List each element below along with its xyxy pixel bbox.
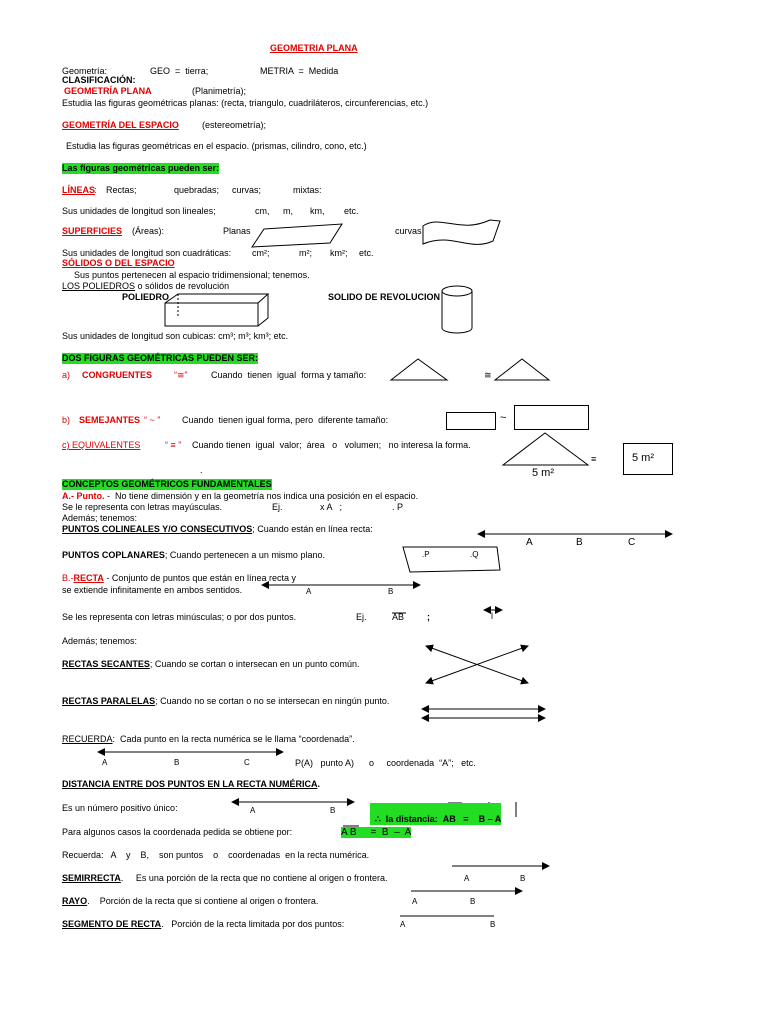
rayo-point: A xyxy=(412,897,418,906)
semejante-small-rect xyxy=(446,412,496,430)
casos-text: Para algunos casos la coordenada pedida se obtiene por: xyxy=(62,827,293,837)
recta-point: B xyxy=(388,587,394,596)
semirrecta-line-text: SEMIRRECTA. Es una porción de la recta que no contiene al origen o frontera. xyxy=(62,873,388,883)
congruent-triangle-1 xyxy=(391,359,447,380)
plana-paren: (Planimetría); xyxy=(192,86,247,96)
recuerda-point: C xyxy=(244,758,250,767)
plane-shape xyxy=(252,224,342,247)
semejantes-name: SEMEJANTES xyxy=(79,415,141,425)
punto-ademas: Además; tenemos: xyxy=(62,513,138,523)
semejantes-desc: Cuando tienen igual forma, pero diferente tamaño: xyxy=(182,415,389,425)
lineas-unit: cm, xyxy=(255,206,270,216)
semirrecta-point: B xyxy=(520,874,526,883)
congruent-triangle-2 xyxy=(495,359,549,380)
recuerda-point: A xyxy=(102,758,108,767)
poliedros-line: LOS POLIEDROS o sólidos de revolución xyxy=(62,281,230,291)
superficies-unit: m²; xyxy=(299,248,312,258)
colineal-point: C xyxy=(628,537,636,548)
recta-point: A xyxy=(306,587,312,596)
congruentes-desc: Cuando tienen igual forma y tamaño: xyxy=(211,370,367,380)
distancia-formula: ∴ la distancia: AB = B – A xyxy=(370,803,501,825)
clasificacion-heading: CLASIFICACIÓN: xyxy=(62,75,136,85)
lineas-unit: m, xyxy=(283,206,293,216)
geometria-label: Geometría: xyxy=(62,66,108,76)
superficies-unit: etc. xyxy=(359,248,374,258)
equivalentes-tri-label: 5 m² xyxy=(532,467,554,479)
plane-point: .P xyxy=(422,550,430,559)
segmento-point: B xyxy=(490,920,496,929)
plana-desc: Estudia las figuras geométricas planas: (recta, triangulo, cuadriláteros, circunferencias, etc.) xyxy=(62,98,429,108)
superficies-units-text: Sus unidades de longitud son cuadráticas: xyxy=(62,248,232,258)
equivalentes-box-label: 5 m² xyxy=(632,452,654,464)
superficies-heading: SUPERFICIES xyxy=(62,226,123,236)
recta-desc2: se extiende infinitamente en ambos sentidos. xyxy=(62,585,243,595)
recta-ej: Ej. xyxy=(356,612,367,622)
lineas-item: quebradas; xyxy=(174,185,220,195)
semejantes-between: ~ xyxy=(500,412,507,424)
equivalentes-between: ≡ xyxy=(591,454,597,464)
recta-repr: Se les representa con letras minúsculas; o por dos puntos. xyxy=(62,612,297,622)
espacio-paren: (estereometría); xyxy=(202,120,267,130)
recta-ab: AB xyxy=(392,612,405,622)
lineas-heading: LÍNEAS xyxy=(62,185,96,195)
espacio-heading: GEOMETRÍA DEL ESPACIO xyxy=(62,120,179,130)
superficies-curvas: curvas xyxy=(395,226,422,236)
superficies-areas: (Áreas): xyxy=(132,226,165,236)
distancia-desc: Es un número positivo único: xyxy=(62,803,178,813)
coplanares-line: PUNTOS COPLANARES; Cuando pertenecen a un mismo plano. xyxy=(62,550,325,560)
curved-surface xyxy=(423,220,500,244)
conceptos-heading: CONCEPTOS GEOMÉTRICOS FUNDAMENTALES xyxy=(62,479,272,489)
equivalentes-name: c) EQUIVALENTES xyxy=(62,440,141,450)
distancia-heading: DISTANCIA ENTRE DOS PUNTOS EN LA RECTA NUMÉRICA. xyxy=(62,779,321,789)
plana-heading: GEOMETRÍA PLANA xyxy=(64,86,152,96)
solidos-units-text: Sus unidades de longitud son cubicas: cm³; m³; km³; etc. xyxy=(62,331,289,341)
congruentes-between: ≅ xyxy=(484,370,492,380)
dos-figuras-heading: DOS FIGURAS GEOMÉTRICAS PUEDEN SER: xyxy=(62,353,259,363)
colineales-line: PUNTOS COLINEALES Y/O CONSECUTIVOS; Cuando están en línea recta: xyxy=(62,524,373,534)
punto-xa: x A ; xyxy=(320,502,343,512)
plane-point: .Q xyxy=(470,550,479,559)
figuras-heading: Las figuras geométricas pueden ser: xyxy=(62,163,220,173)
punto-repr: Se le representa con letras mayúsculas. xyxy=(62,502,223,512)
stray-dot: . xyxy=(200,465,203,475)
semirrecta-point: A xyxy=(464,874,470,883)
rayo-line-text: RAYO. Porción de la recta que si contiene al origen o frontera. xyxy=(62,896,319,906)
geo-definition: GEO = tierra; xyxy=(150,66,209,76)
superficies-unit: cm²; xyxy=(252,248,270,258)
equivalentes-desc: Cuando tienen igual valor; área o volumen; no interesa la forma. xyxy=(192,440,471,450)
punto-p: . P xyxy=(392,502,404,512)
distancia-recuerda: Recuerda: A y B, son puntos o coordenadas en la recta numérica. xyxy=(62,850,370,860)
segmento-point: A xyxy=(400,920,406,929)
recta-l: l xyxy=(491,611,493,621)
segmento-line-text: SEGMENTO DE RECTA. Porción de la recta limitada por dos puntos: xyxy=(62,919,345,929)
coplanar-plane xyxy=(403,547,500,572)
lineas-item: curvas; xyxy=(232,185,262,195)
poliedro-label: POLIEDRO xyxy=(122,292,170,302)
superficies-planas: Planas xyxy=(223,226,251,236)
colineal-point: B xyxy=(576,537,583,548)
semejantes-symbol: “ ~ ” xyxy=(144,415,161,425)
distancia-point: B xyxy=(330,806,336,815)
recuerda-point: B xyxy=(174,758,180,767)
recuerda-line-text: RECUERDA: Cada punto en la recta numérica se le llama “coordenada”. xyxy=(62,734,355,744)
prism-shape xyxy=(165,294,268,326)
equivalentes-symbol: “ ≡ ” xyxy=(165,440,182,450)
colineal-point: A xyxy=(526,537,533,548)
congruentes-letter: a) xyxy=(62,370,71,380)
solidos-heading: SÓLIDOS O DEL ESPACIO xyxy=(62,258,175,268)
lineas-units-text: Sus unidades de longitud son lineales; xyxy=(62,206,216,216)
rayo-point: B xyxy=(470,897,476,906)
solidos-desc: Sus puntos pertenecen al espacio tridimensional; tenemos. xyxy=(74,270,310,280)
punto-ej: Ej. xyxy=(272,502,283,512)
punto-line: A.- Punto. - No tiene dimensión y en la geometría nos indica una posición en el espacio. xyxy=(62,491,419,501)
recta-ademas: Además; tenemos: xyxy=(62,636,138,646)
recta-line-text: B.-RECTA - Conjunto de puntos que están en línea recta y xyxy=(62,573,296,583)
secantes-line: RECTAS SECANTES; Cuando se cortan o intersecan en un punto común. xyxy=(62,659,360,669)
cylinder-shape xyxy=(442,286,472,333)
casos-formula: A B = B – A xyxy=(341,827,412,838)
paralelas-line: RECTAS PARALELAS; Cuando no se cortan o no se intersecan en ningún punto. xyxy=(62,696,390,706)
lineas-unit: etc. xyxy=(344,206,359,216)
congruentes-name: CONGRUENTES xyxy=(82,370,153,380)
semejante-large-rect xyxy=(514,405,589,430)
congruentes-symbol: “≅” xyxy=(174,370,188,380)
solido-rev-label: SOLIDO DE REVOLUCION xyxy=(328,292,441,302)
lineas-item: mixtas: xyxy=(293,185,322,195)
lineas-item: Rectas; xyxy=(106,185,137,195)
equivalent-triangle xyxy=(503,433,588,465)
semejantes-letter: b) xyxy=(62,415,71,425)
superficies-unit: km²; xyxy=(330,248,348,258)
espacio-desc: Estudia las figuras geométricas en el espacio. (prismas, cilindro, cono, etc.) xyxy=(66,141,367,151)
lineas-unit: km, xyxy=(310,206,325,216)
metria-definition: METRIA = Medida xyxy=(260,66,339,76)
distancia-point: A xyxy=(250,806,256,815)
page-title: GEOMETRIA PLANA xyxy=(270,43,358,53)
recuerda-p-text: P(A) punto A) o coordenada “A”; etc. xyxy=(295,758,476,768)
recta-semi: ; xyxy=(427,612,430,622)
